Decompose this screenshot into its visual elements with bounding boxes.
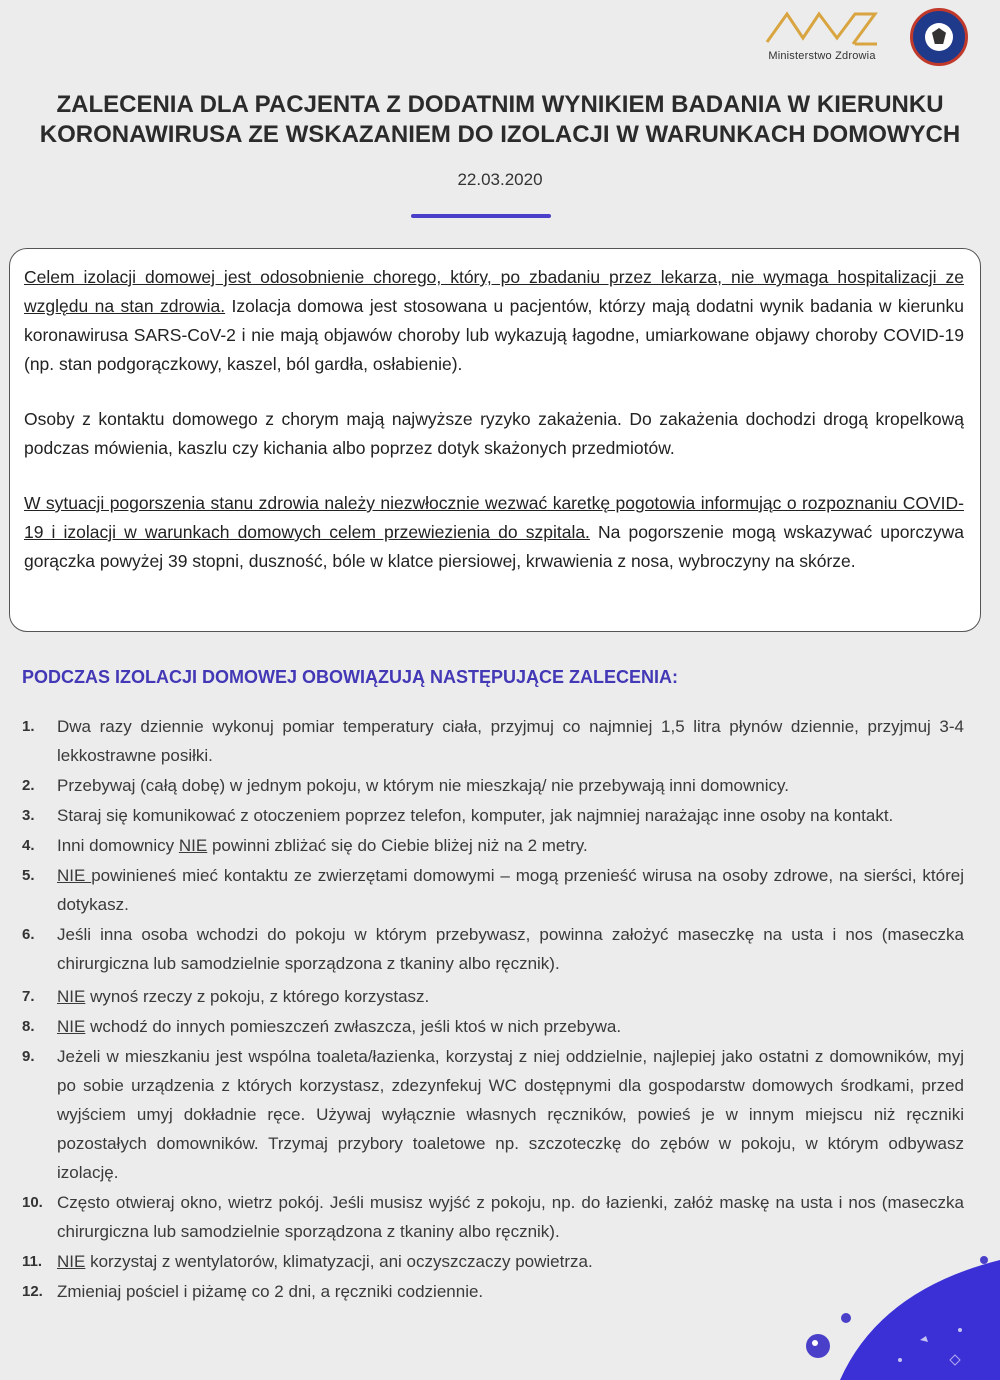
emphasis-nie: NIE	[57, 987, 86, 1006]
title-divider	[411, 214, 551, 218]
emergency-instruction: W sytuacji pogorszenia stanu zdrowia należy niezwłocznie wezwać karetkę pogotowia informując o rozpoznaniu COVID-19 i izolacji w warunkach domowych celem przewiezienia do szpitala.	[24, 493, 964, 542]
list-item: 1. Dwa razy dziennie wykonuj pomiar temperatury ciała, przyjmuj co najmniej 1,5 litra płynów dziennie, przyjmuj 3-4 lekkostrawne posiłki.	[22, 717, 964, 765]
list-item: 2. Przebywaj (całą dobę) w jednym pokoju, w którym nie mieszkają/ nie przebywają inni domownicy.	[22, 776, 789, 795]
ministry-name: Ministerstwo Zdrowia	[768, 50, 876, 62]
list-item: 3. Staraj się komunikować z otoczeniem poprzez telefon, komputer, jak najmniej narażając inne osoby na kontakt.	[22, 806, 894, 825]
sanitary-inspection-seal-icon	[910, 8, 968, 66]
page-title: ZALECENIA DLA PACJENTA Z DODATNIM WYNIKIEM BADANIA W KIERUNKU KORONAWIRUSA ZE WSKAZANIEM DO IZOLACJI W WARUNKACH DOMOWYCH	[39, 91, 961, 148]
info-paragraph-contacts: Osoby z kontaktu domowego z chorym mają najwyższe ryzyko zakażenia. Do zakażenia dochodzi drogą kropelkową podczas mówienia, kaszlu czy kichania albo poprzez dotyk skażonych przedmiotów.	[24, 409, 964, 458]
list-item: 7. NIE wynoś rzeczy z pokoju, z którego korzystasz.	[22, 987, 430, 1006]
emphasis-nie: NIE	[57, 1017, 86, 1036]
list-item: 11. NIE korzystaj z wentylatorów, klimatyzacji, ani oczyszczaczy powietrza.	[22, 1252, 593, 1271]
list-item: 10. Często otwieraj okno, wietrz pokój. Jeśli musisz wyjść z pokoju, np. do łazienki, załóż maskę na usta i nos (maseczka chirurgiczna lub samodzielnie sporządzona z tkaniny albo ręcznik).	[22, 1193, 964, 1241]
emphasis-nie: NIE	[178, 836, 208, 855]
info-paragraph-emergency	[24, 489, 964, 576]
header-logos	[762, 8, 968, 66]
info-paragraph-isolation	[24, 263, 964, 379]
recommendations-list	[22, 712, 964, 1307]
list-item: 4. Inni domownicy NIE powinni zbliżać się do Ciebie bliżej niż na 2 metry.	[22, 836, 588, 855]
emphasis-nie: NIE	[57, 866, 92, 885]
list-item: 8. NIE wchodź do innych pomieszczeń zwłaszcza, jeśli ktoś w nich przebywa.	[22, 1017, 622, 1036]
info-box	[9, 248, 981, 632]
list-item: 9. Jeżeli w mieszkaniu jest wspólna toaleta/łazienka, korzystaj z niej oddzielnie, najlepiej jako ostatni z domowników, myj po sobie urządzenia z których korzystasz, zdezynfekuj WC dostępnymi dla gospodarstw domowych środkami, przed wyjściem umyj dokładnie ręce. Używaj wyłącznie własnych ręczników, powieś je w innym miejscu niż ręczniki pozostałych domowników. Trzymaj przybory toaletowe np. szczoteczkę do zębów w pokoju, w którym odbywasz izolację.	[22, 1047, 964, 1182]
worsening-symptoms: Na pogorszenie mogą wskazywać uporczywa gorączka powyżej 39 stopni, duszność, bóle w klatce piersiowej, krwawienia z nosa, wybroczyny na skórze.	[24, 522, 964, 571]
decorative-virus-graphic-icon	[800, 1220, 1000, 1380]
document-date: 22.03.2020	[457, 170, 543, 189]
emphasis-nie: NIE	[57, 1252, 86, 1271]
recommendations-heading: PODCZAS IZOLACJI DOMOWEJ OBOWIĄZUJĄ NASTĘPUJĄCE ZALECENIA:	[22, 667, 679, 687]
list-item: 5. NIE powinieneś mieć kontaktu ze zwierzętami domowymi – mogą przenieść wirusa na osoby zdrowe, na sierści, której dotykasz.	[22, 866, 965, 914]
ministry-logo	[762, 8, 882, 62]
isolation-purpose: Celem izolacji domowej jest odosobnienie chorego, który, po zbadaniu przez lekarza, nie wymaga hospitalizacji ze względu na stan zdrowia.	[24, 267, 964, 316]
isolation-details: Izolacja domowa jest stosowana u pacjentów, którzy mają dodatni wynik badania w kierunku koronawirusa SARS-CoV-2 i nie mają objawów choroby lub wykazują łagodne, umiarkowane objawy choroby COVID-19 (np. stan podgorączkowy, kaszel, ból gardła, osłabienie).	[24, 296, 965, 374]
list-item: 6. Jeśli inna osoba wchodzi do pokoju w którym przebywasz, powinna założyć maseczkę na usta i nos (maseczka chirurgiczna lub samodzielnie sporządzona z tkaniny albo ręcznik).	[22, 925, 964, 973]
list-item: 12. Zmieniaj pościel i piżamę co 2 dni, a ręczniki codziennie.	[22, 1282, 484, 1301]
ministry-logo-mark-icon	[763, 8, 881, 48]
